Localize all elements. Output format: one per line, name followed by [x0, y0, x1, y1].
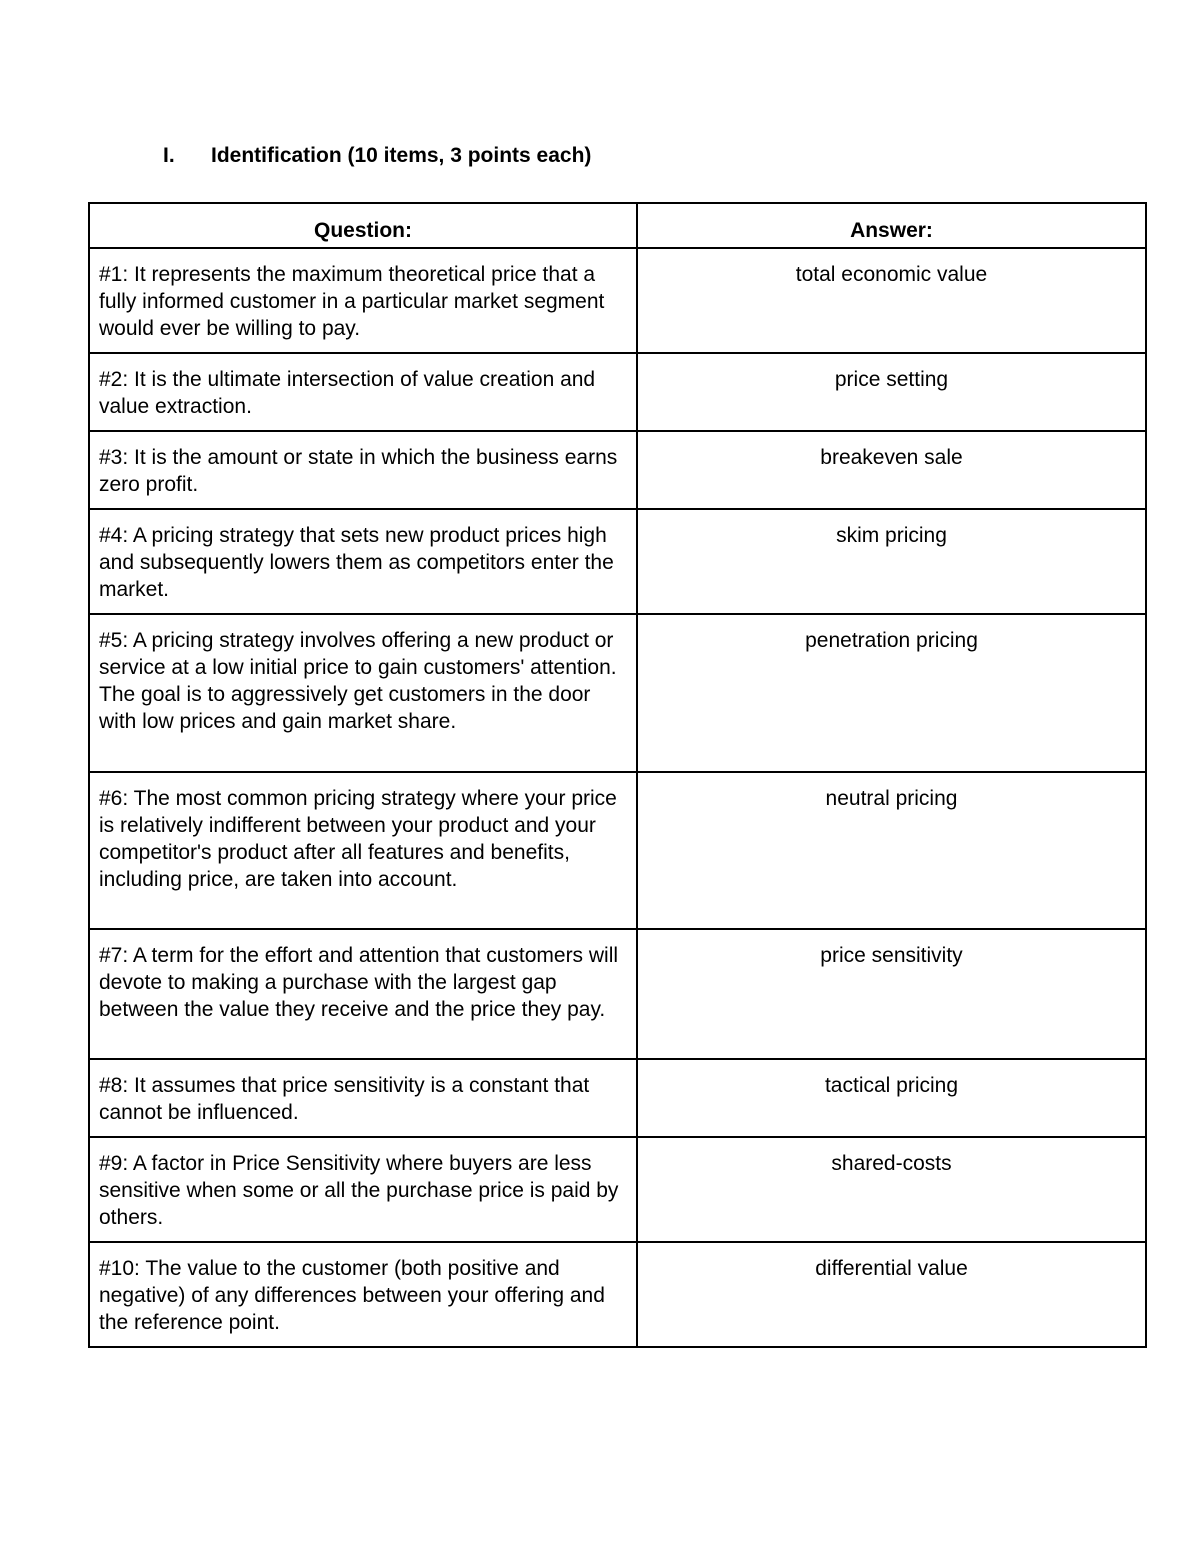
table-row	[89, 248, 1146, 353]
question-cell: #6: The most common pricing strategy where your price is relatively indifferent between your product and your competitor's product after all features and benefits, including price, are taken into account.	[89, 772, 637, 929]
table-row	[89, 431, 1146, 509]
table-row	[89, 772, 1146, 929]
answer-cell: differential value	[637, 1242, 1146, 1347]
question-cell: #4: A pricing strategy that sets new product prices high and subsequently lowers them as competitors enter the market.	[89, 509, 637, 614]
answer-cell: breakeven sale	[637, 431, 1146, 509]
table-row	[89, 614, 1146, 772]
answer-cell: tactical pricing	[637, 1059, 1146, 1137]
table-row	[89, 1137, 1146, 1242]
answer-cell: shared-costs	[637, 1137, 1146, 1242]
table-row	[89, 929, 1146, 1059]
section-title: Identification (10 items, 3 points each)	[211, 144, 592, 167]
section-heading	[163, 141, 591, 171]
question-cell: #3: It is the amount or state in which the business earns zero profit.	[89, 431, 637, 509]
answer-cell: skim pricing	[637, 509, 1146, 614]
table-row	[89, 1242, 1146, 1347]
question-cell: #2: It is the ultimate intersection of value creation and value extraction.	[89, 353, 637, 431]
answer-cell: price sensitivity	[637, 929, 1146, 1059]
section-numeral: I.	[163, 144, 175, 167]
answer-column-header: Answer:	[637, 203, 1146, 248]
answer-cell: total economic value	[637, 248, 1146, 353]
table-row	[89, 509, 1146, 614]
question-cell: #10: The value to the customer (both positive and negative) of any differences between your offering and the reference point.	[89, 1242, 637, 1347]
question-cell: #9: A factor in Price Sensitivity where buyers are less sensitive when some or all the purchase price is paid by others.	[89, 1137, 637, 1242]
answer-cell: penetration pricing	[637, 614, 1146, 772]
question-cell: #8: It assumes that price sensitivity is a constant that cannot be influenced.	[89, 1059, 637, 1137]
question-cell: #7: A term for the effort and attention that customers will devote to making a purchase with the largest gap between the value they receive and the price they pay.	[89, 929, 637, 1059]
answer-cell: price setting	[637, 353, 1146, 431]
identification-table	[88, 202, 1147, 1348]
question-column-header: Question:	[89, 203, 637, 248]
table-row	[89, 1059, 1146, 1137]
question-cell: #5: A pricing strategy involves offering a new product or service at a low initial price to gain customers' attention. The goal is to aggressively get customers in the door with low prices and gain market share.	[89, 614, 637, 772]
table-header-row	[89, 203, 1146, 248]
table-row	[89, 353, 1146, 431]
answer-cell: neutral pricing	[637, 772, 1146, 929]
question-cell: #1: It represents the maximum theoretical price that a fully informed customer in a particular market segment would ever be willing to pay.	[89, 248, 637, 353]
